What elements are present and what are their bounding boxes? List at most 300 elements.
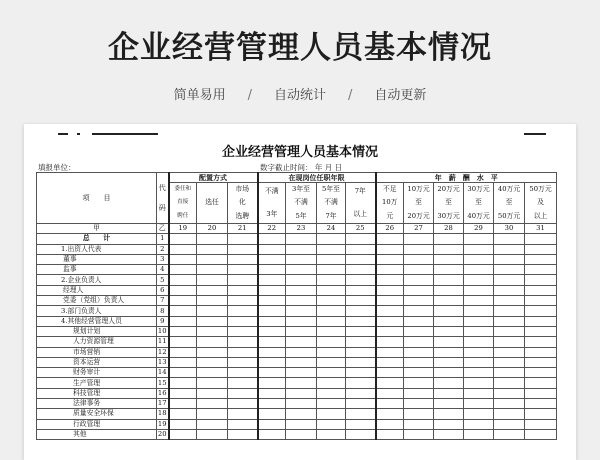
data-cell [346, 399, 376, 409]
data-cell [494, 368, 525, 378]
row-label: 3.部门负责人 [37, 306, 157, 316]
row-label: 其他 [37, 429, 157, 439]
data-cell [494, 254, 525, 264]
data-cell [404, 275, 434, 285]
data-cell [494, 337, 525, 347]
data-cell [169, 285, 197, 295]
table-row [37, 347, 557, 357]
data-cell [346, 234, 376, 244]
data-cell [376, 429, 404, 439]
data-cell [434, 285, 464, 295]
subheader-text: 至 [445, 198, 452, 207]
data-cell [404, 399, 434, 409]
data-cell [525, 409, 557, 419]
data-cell [525, 275, 557, 285]
data-cell [376, 275, 404, 285]
data-cell [346, 347, 376, 357]
data-cell [258, 234, 286, 244]
data-cell [317, 285, 346, 295]
table-row [37, 244, 557, 254]
data-cell [258, 429, 286, 439]
subheader-text: 50万元 [497, 211, 521, 220]
data-cell [464, 419, 494, 429]
column-number: 26 [376, 224, 404, 234]
column-header-code [157, 173, 169, 224]
data-cell [197, 326, 228, 336]
data-cell [258, 419, 286, 429]
subheader-text: 7年 [325, 211, 337, 220]
subheader-text: 直接 [177, 199, 189, 206]
data-cell [258, 254, 286, 264]
subheader-text: 50万元 [529, 185, 552, 194]
data-cell [525, 234, 557, 244]
data-cell [286, 244, 317, 254]
data-cell [228, 244, 258, 254]
subheader-text: 7年 [354, 186, 366, 195]
data-cell [346, 378, 376, 388]
data-cell [169, 409, 197, 419]
data-cell [404, 419, 434, 429]
data-cell [258, 399, 286, 409]
data-cell [525, 254, 557, 264]
data-cell [286, 368, 317, 378]
data-cell [169, 347, 197, 357]
data-cell [525, 399, 557, 409]
row-code: 16 [157, 388, 167, 397]
data-cell [464, 316, 494, 326]
subheader-cell [434, 183, 464, 224]
data-cell [494, 378, 525, 388]
data-cell [494, 326, 525, 336]
data-cell [197, 368, 228, 378]
row-code: 9 [157, 316, 169, 326]
row-code: 13 [157, 358, 167, 366]
data-cell [169, 399, 197, 409]
data-cell [286, 285, 317, 295]
data-cell [525, 337, 557, 347]
data-cell [346, 316, 376, 326]
data-cell [197, 316, 228, 326]
data-cell [434, 306, 464, 316]
data-cell [228, 326, 258, 336]
row-label: 监事 [37, 265, 157, 275]
data-cell [228, 409, 258, 419]
data-cell [376, 265, 404, 275]
row-label: 资本运营 [37, 357, 157, 367]
data-cell [286, 326, 317, 336]
data-cell [169, 429, 197, 439]
row-label: 市场营销 [37, 347, 157, 357]
row-code: 3 [157, 254, 169, 264]
row-label: 科技管理 [37, 388, 157, 398]
subheader-text: 不满 [324, 198, 338, 207]
data-cell [258, 244, 286, 254]
column-header-item: 项 目 [37, 173, 157, 224]
data-cell [286, 275, 317, 285]
column-number: 19 [169, 224, 197, 234]
data-cell [494, 347, 525, 357]
data-cell [286, 409, 317, 419]
data-cell [434, 347, 464, 357]
data-cell [404, 316, 434, 326]
data-cell [346, 275, 376, 285]
row-code: 5 [157, 275, 169, 285]
data-cell [376, 357, 404, 367]
data-cell [286, 254, 317, 264]
data-cell [169, 244, 197, 254]
table-row [37, 275, 557, 285]
data-cell [317, 429, 346, 439]
data-cell [464, 234, 494, 244]
data-cell [494, 388, 525, 398]
data-cell [258, 285, 286, 295]
data-cell [286, 419, 317, 429]
row-code: 1 [157, 234, 169, 244]
data-cell [434, 244, 464, 254]
data-cell [197, 399, 228, 409]
feature-auto-statistics: 自动统计 [273, 88, 326, 103]
data-cell [434, 296, 464, 306]
data-cell [197, 244, 228, 254]
data-cell [494, 419, 525, 429]
column-number: 28 [434, 224, 464, 234]
data-cell [317, 388, 346, 398]
data-cell [376, 388, 404, 398]
row-code: 11 [157, 337, 167, 346]
data-cell [197, 296, 228, 306]
data-cell [317, 337, 346, 347]
subheader-cell [197, 183, 228, 224]
data-cell [258, 265, 286, 275]
data-cell [464, 368, 494, 378]
subheader-text: 以上 [533, 211, 548, 220]
data-cell [169, 326, 197, 336]
table-row [37, 409, 557, 419]
data-cell [258, 368, 286, 378]
data-cell [525, 326, 557, 336]
data-cell [376, 326, 404, 336]
data-cell [525, 244, 557, 254]
data-cell [258, 347, 286, 357]
data-cell [464, 429, 494, 439]
subheader-text: 3年 [266, 210, 278, 219]
row-label: 财务审计 [37, 368, 157, 378]
subheader-text: 不满 [294, 198, 308, 207]
data-cell [286, 399, 317, 409]
row-label: 1.出资人代表 [37, 244, 157, 254]
data-cell [494, 234, 525, 244]
column-number: 23 [286, 224, 317, 234]
data-cell [525, 368, 557, 378]
subheader-text: 40万元 [497, 185, 521, 194]
data-cell [197, 234, 228, 244]
column-number: 27 [404, 224, 434, 234]
data-cell [346, 429, 376, 439]
subheader-cell [228, 183, 258, 224]
data-cell [258, 378, 286, 388]
data-cell [258, 337, 286, 347]
data-cell [228, 429, 258, 439]
row-code: 19 [157, 419, 167, 428]
data-cell [197, 419, 228, 429]
data-cell [434, 337, 464, 347]
data-cell [346, 296, 376, 306]
column-number: 25 [346, 224, 376, 234]
subheader-text: 20万元 [407, 211, 430, 220]
row-label: 生产管理 [37, 378, 157, 388]
data-cell [464, 306, 494, 316]
subheader-text: 5年 [295, 211, 307, 220]
data-cell [494, 409, 525, 419]
data-cell [434, 254, 464, 264]
data-cell [258, 296, 286, 306]
data-cell [346, 265, 376, 275]
data-cell [464, 388, 494, 398]
row-code: 7 [157, 296, 169, 306]
data-cell [286, 306, 317, 316]
data-cell [169, 378, 197, 388]
subheader-cell [317, 183, 346, 224]
table-row [37, 254, 557, 264]
data-cell [258, 275, 286, 285]
data-cell [317, 275, 346, 285]
data-cell [286, 388, 317, 398]
subheader-text: 5年至 [322, 185, 340, 194]
data-cell [464, 254, 494, 264]
page-title: 企业经营管理人员基本情况 [108, 30, 492, 66]
data-cell [286, 429, 317, 439]
data-cell [258, 326, 286, 336]
data-cell [376, 234, 404, 244]
data-cell [494, 244, 525, 254]
data-cell [525, 285, 557, 295]
data-cell [228, 265, 258, 275]
data-cell [404, 337, 434, 347]
data-cell [525, 419, 557, 429]
data-cell [404, 265, 434, 275]
subheader-cell [169, 183, 197, 224]
data-cell [376, 368, 404, 378]
data-cell [169, 337, 197, 347]
data-cell [286, 234, 317, 244]
table-row [37, 368, 557, 378]
column-header-code-text: 代 [158, 183, 166, 192]
data-cell [494, 357, 525, 367]
subheader-text: 10万元 [407, 185, 430, 194]
subheader-text: 元 [386, 211, 394, 220]
column-number-code: 乙 [157, 224, 169, 234]
data-cell [404, 244, 434, 254]
data-cell [404, 234, 434, 244]
data-cell [434, 399, 464, 409]
subheader-text: 30万元 [437, 211, 460, 220]
data-cell [169, 275, 197, 285]
data-cell [464, 275, 494, 285]
table-row [37, 399, 557, 409]
table-row [37, 419, 557, 429]
deadline-label: 数字截止时间： 年 月 日 [260, 163, 343, 172]
subheader-text: 及 [537, 198, 544, 207]
data-cell [404, 326, 434, 336]
table-row [37, 357, 557, 367]
data-cell [404, 296, 434, 306]
data-cell [434, 419, 464, 429]
data-cell [434, 388, 464, 398]
data-cell [464, 326, 494, 336]
data-cell [228, 388, 258, 398]
data-cell [434, 357, 464, 367]
data-cell [464, 244, 494, 254]
data-cell [228, 347, 258, 357]
row-label: 董事 [37, 254, 157, 264]
row-label: 总 计 [37, 234, 157, 244]
subheader-text: 聘任 [177, 212, 189, 219]
data-cell [525, 378, 557, 388]
data-cell [228, 306, 258, 316]
subheader-cell [286, 183, 317, 224]
data-cell [404, 306, 434, 316]
row-label: 经理人 [37, 285, 157, 295]
data-cell [404, 357, 434, 367]
data-cell [169, 254, 197, 264]
data-cell [286, 316, 317, 326]
table-row [37, 285, 557, 295]
data-cell [346, 254, 376, 264]
data-cell [404, 429, 434, 439]
data-cell [169, 388, 197, 398]
data-cell [404, 388, 434, 398]
data-cell [464, 265, 494, 275]
data-cell [464, 285, 494, 295]
feature-separator: / [247, 88, 252, 103]
data-cell [286, 296, 317, 306]
data-cell [494, 275, 525, 285]
subheader-text: 10万 [382, 198, 398, 207]
row-label: 法律事务 [37, 399, 157, 409]
subheader-text: 30万元 [467, 185, 490, 194]
data-cell [376, 244, 404, 254]
data-cell [525, 429, 557, 439]
row-code: 20 [157, 430, 167, 439]
data-cell [197, 254, 228, 264]
table-row [37, 378, 557, 388]
column-number: 20 [197, 224, 228, 234]
data-cell [286, 378, 317, 388]
column-header-code-text: 码 [158, 203, 166, 212]
row-code: 2 [157, 244, 169, 254]
data-cell [286, 357, 317, 367]
column-number: 29 [464, 224, 494, 234]
data-cell [169, 306, 197, 316]
data-cell [525, 357, 557, 367]
decorative-line [77, 133, 80, 135]
data-cell [346, 409, 376, 419]
data-cell [228, 275, 258, 285]
subheader-cell [494, 183, 525, 224]
subheader-cell [464, 183, 494, 224]
data-cell [434, 326, 464, 336]
data-cell [286, 265, 317, 275]
data-cell [525, 316, 557, 326]
statistics-table [36, 172, 557, 440]
data-cell [228, 368, 258, 378]
row-code: 17 [157, 399, 167, 408]
decorative-line [92, 133, 158, 135]
data-cell [404, 285, 434, 295]
table-row [37, 337, 557, 347]
data-cell [228, 419, 258, 429]
table-row [37, 429, 557, 439]
table-row [37, 234, 557, 244]
decorative-line [58, 133, 68, 135]
column-number: 22 [258, 224, 286, 234]
data-cell [169, 265, 197, 275]
data-cell [197, 275, 228, 285]
data-cell [376, 316, 404, 326]
data-cell [197, 306, 228, 316]
data-cell [525, 347, 557, 357]
data-cell [197, 265, 228, 275]
subheader-text: 不满 [264, 186, 279, 195]
data-cell [228, 337, 258, 347]
data-cell [376, 337, 404, 347]
data-cell [434, 368, 464, 378]
data-cell [464, 357, 494, 367]
row-label: 质量安全环保 [37, 409, 157, 419]
subheader-text: 选任 [205, 198, 219, 207]
data-cell [317, 399, 346, 409]
row-label: 党委（党组）负责人 [37, 296, 157, 306]
data-cell [228, 234, 258, 244]
data-cell [258, 316, 286, 326]
feature-separator: / [348, 88, 353, 103]
data-cell [169, 368, 197, 378]
data-cell [317, 316, 346, 326]
column-number: 31 [525, 224, 557, 234]
data-cell [464, 409, 494, 419]
data-cell [258, 357, 286, 367]
data-cell [286, 337, 317, 347]
data-cell [464, 378, 494, 388]
data-cell [404, 409, 434, 419]
row-label: 行政管理 [37, 419, 157, 429]
row-label: 规划计划 [37, 326, 157, 336]
data-cell [286, 347, 317, 357]
data-cell [317, 419, 346, 429]
subheader-text: 委任和 [174, 186, 192, 193]
data-cell [525, 296, 557, 306]
row-code: 8 [157, 306, 169, 316]
data-cell [346, 368, 376, 378]
subheader-text: 以上 [353, 210, 368, 219]
data-cell [376, 306, 404, 316]
data-cell [464, 296, 494, 306]
data-cell [494, 399, 525, 409]
column-number: 21 [228, 224, 258, 234]
data-cell [169, 357, 197, 367]
row-code: 18 [157, 409, 167, 418]
data-cell [228, 285, 258, 295]
column-number-item: 甲 [37, 224, 157, 234]
data-cell [346, 285, 376, 295]
row-code: 15 [157, 378, 167, 387]
data-cell [525, 388, 557, 398]
data-cell [197, 337, 228, 347]
data-cell [317, 296, 346, 306]
row-code: 12 [157, 347, 167, 356]
table-header-row [37, 173, 557, 183]
data-cell [464, 399, 494, 409]
